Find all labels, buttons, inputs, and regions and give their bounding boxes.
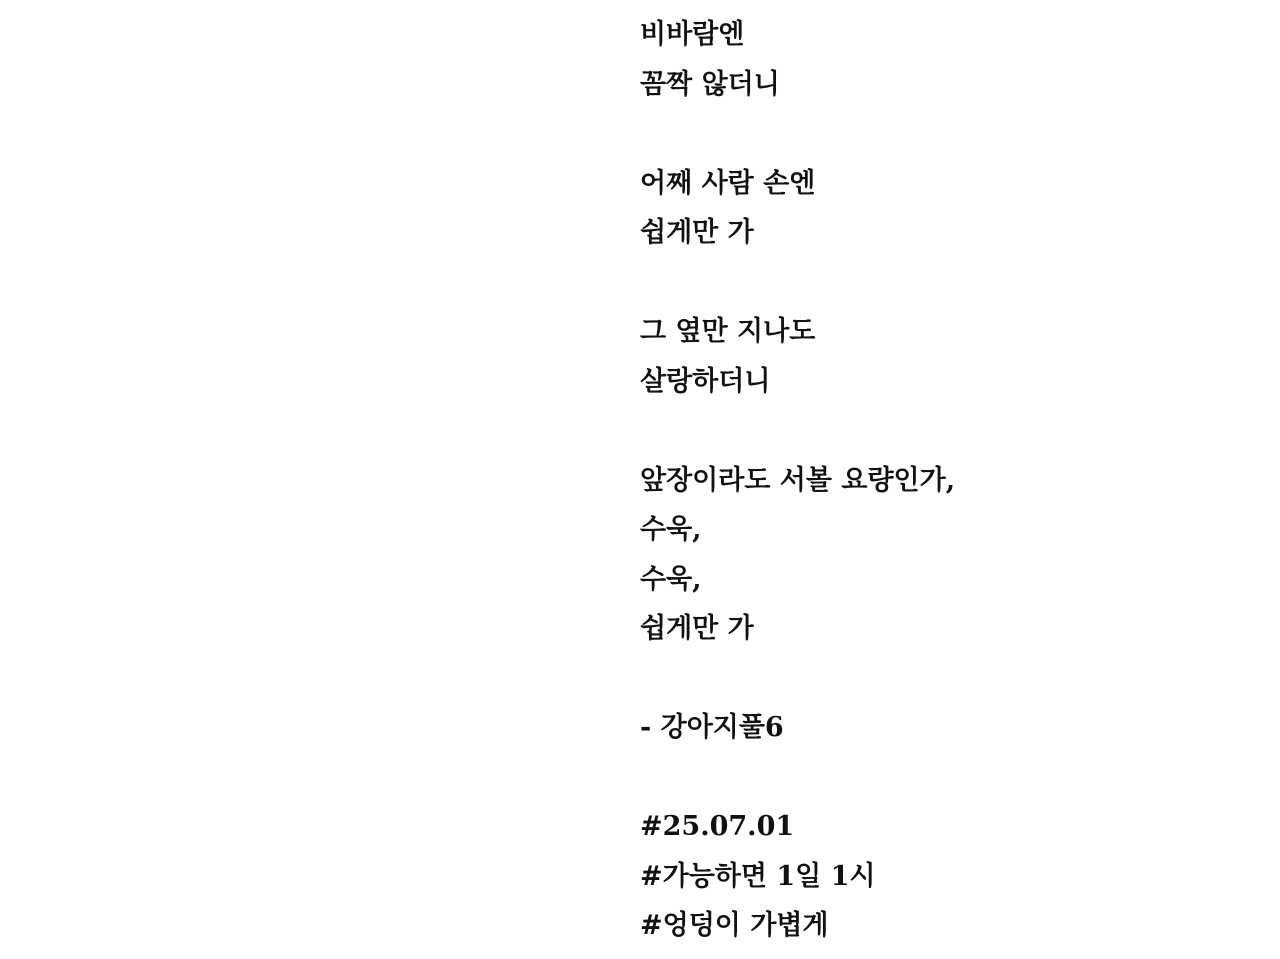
poem-line: 꼼짝 않더니	[640, 68, 780, 100]
stanza-gap	[640, 258, 1260, 308]
stanza	[640, 307, 1260, 406]
section-gap	[640, 753, 1260, 803]
hashtag-list	[640, 802, 1260, 951]
author-signature: - 강아지풀6	[640, 712, 784, 743]
stanza-gap	[640, 109, 1260, 159]
poem-line: 수욱,	[640, 563, 702, 595]
stanza	[640, 159, 1260, 258]
hashtag-schedule[interactable]: #가능하면 1일 1시	[640, 860, 876, 892]
poem-line: 비바람엔	[640, 19, 745, 50]
poem-line: 어째 사람 손엔	[640, 167, 816, 199]
hashtag-date[interactable]: #25.07.01	[640, 811, 795, 842]
poem-line: 살랑하더니	[640, 365, 771, 397]
poem-line: 수욱,	[640, 514, 702, 545]
stanza-gap	[640, 654, 1260, 704]
poem-line: 그 옆만 지나도	[640, 316, 816, 347]
poem-line: 쉽게만 가	[640, 217, 754, 248]
poem-line: 앞장이라도 서볼 요량인가,	[640, 464, 956, 496]
hashtag-motto[interactable]: #엉덩이 가볍게	[640, 910, 829, 941]
poem-line: 쉽게만 가	[640, 613, 754, 644]
poem-text	[640, 10, 1260, 951]
stanza	[640, 10, 1260, 109]
stanza	[640, 456, 1260, 654]
stanza-gap	[640, 406, 1260, 456]
